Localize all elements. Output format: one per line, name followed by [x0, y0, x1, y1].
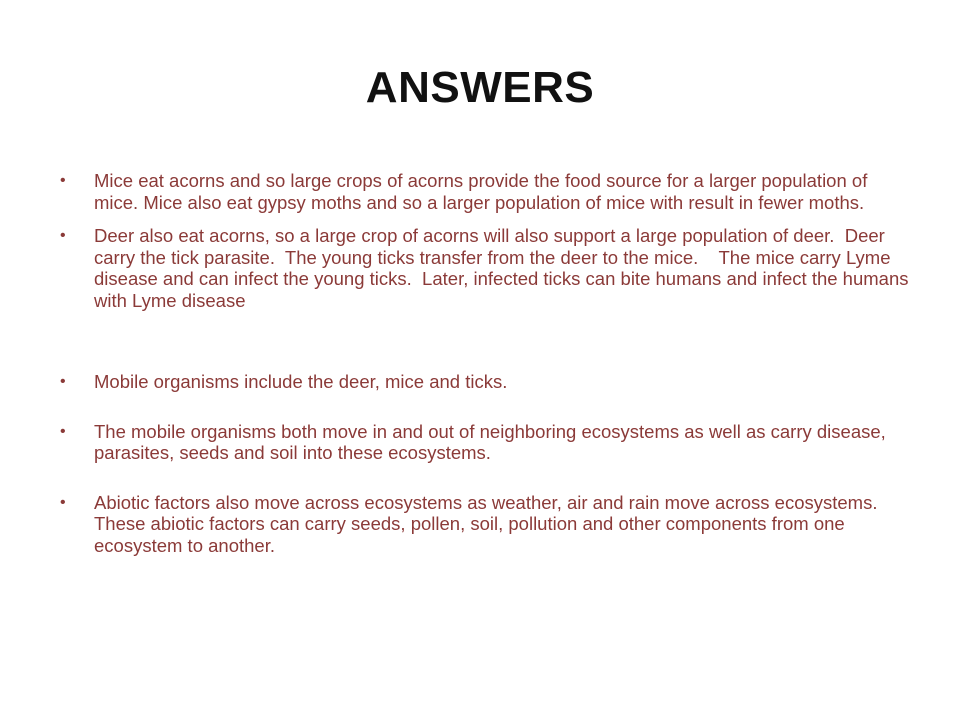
bullet-dot-icon: • — [60, 493, 66, 511]
bullet-text: Abiotic factors also move across ecosystems as weather, air and rain move across ecosystems. These abiotic factors can carry seeds, pollen, soil, pollution and other components from one ecosystem to another. — [94, 491, 888, 556]
bullet-text: Mice eat acorns and so large crops of acorns provide the food source for a larger population of mice. Mice also eat gypsy moths and so a larger population of mice with result in fewer moths. — [94, 170, 868, 213]
bullet-dot-icon: • — [60, 227, 66, 244]
bullet-text: Mobile organisms include the deer, mice and ticks. — [94, 371, 508, 392]
bullet-dot-icon: • — [60, 373, 66, 390]
bullet-text: The mobile organisms both move in and out of neighboring ecosystems as well as carry disease, parasites, seeds and soil into these ecosystems. — [94, 420, 886, 463]
bullet-item — [60, 170, 914, 213]
bullet-dot-icon: • — [60, 172, 66, 189]
slide-title: ANSWERS — [365, 63, 595, 112]
bullet-item — [60, 491, 914, 557]
bullet-dot-icon: • — [60, 422, 66, 440]
bullet-list — [60, 170, 914, 556]
bullet-text: Deer also eat acorns, so a large crop of acorns will also support a large population of deer. Deer carry the tick parasite. The young ticks transfer from the deer to the mice. The mice carry Lyme disease and can infect the young ticks. Later, infected ticks can bite humans and infect the humans with Lyme disease — [94, 225, 914, 311]
bullet-item — [60, 371, 914, 393]
bullet-item — [60, 420, 914, 464]
bullet-item — [60, 225, 914, 311]
